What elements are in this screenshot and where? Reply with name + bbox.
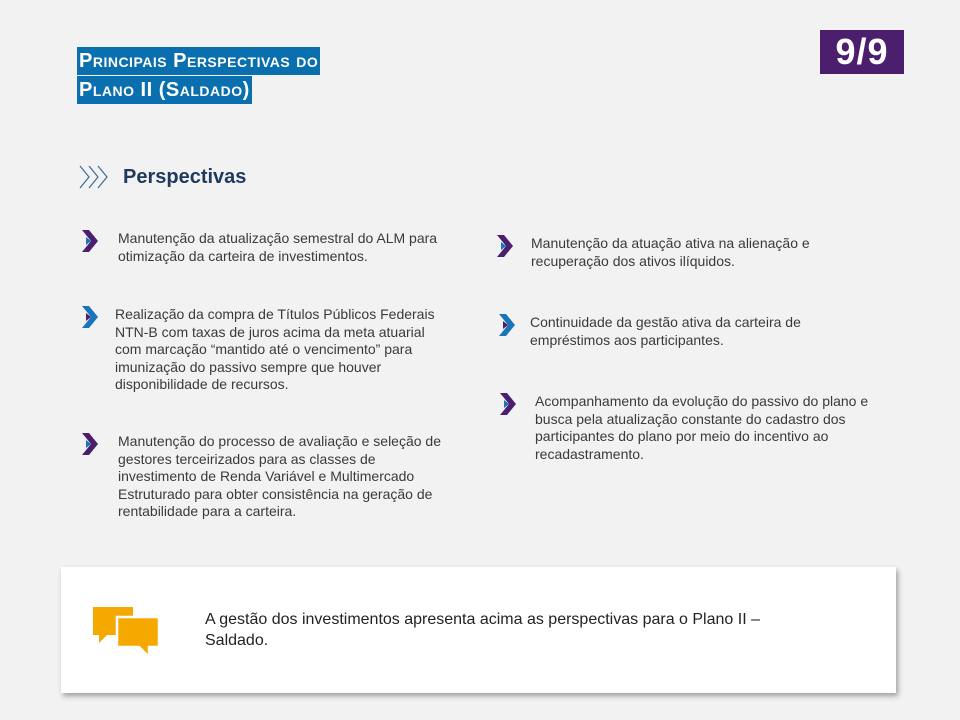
list-item [495, 235, 875, 270]
triple-chevron-icon [77, 162, 113, 192]
chevron-bullet-icon [80, 228, 102, 254]
note-box [61, 567, 896, 693]
perspective-text: Realização da compra de Títulos Públicos Federais NTN-B com taxas de juros acima da meta atuarial com marcação “mantido até o vencimento” para imunização do passivo sempre que houver disponibilidade de recursos. [115, 306, 435, 392]
list-item [80, 230, 440, 265]
speech-bubbles-icon [91, 605, 163, 661]
page-title-line-2: Plano II (Saldado) [77, 76, 252, 104]
perspective-text: Manutenção da atualização semestral do ALM para otimização da carteira de investimentos. [118, 230, 438, 264]
perspective-text: Manutenção do processo de avaliação e seleção de gestores terceirizados para as classes de investimento de Renda Variável e Multimercado Estruturado para obter consistência na geração de rentabilidade para a carteira. [118, 433, 441, 519]
chevron-bullet-icon [497, 312, 519, 338]
section-title: Perspectivas [123, 165, 247, 188]
perspective-text: Acompanhamento da evolução do passivo do plano e busca pela atualização constante do cadastro dos participantes do plano por meio do incentivo ao recadastramento. [535, 393, 869, 462]
page-indicator-badge: 9/9 [820, 30, 904, 74]
page-title [77, 47, 417, 105]
perspective-text: Continuidade da gestão ativa da carteira de empréstimos aos participantes. [530, 314, 801, 348]
chevron-bullet-icon [80, 431, 102, 457]
chevron-bullet-icon [498, 391, 520, 417]
note-text: A gestão dos investimentos apresenta acima as perspectivas para o Plano II – Saldado. [205, 611, 760, 649]
chevron-bullet-icon [495, 233, 517, 259]
list-item [498, 393, 878, 463]
chevron-bullet-icon [80, 304, 102, 330]
page-title-line-1: Principais Perspectivas do [77, 47, 320, 75]
section-header [77, 162, 246, 192]
list-item [497, 314, 877, 349]
list-item [80, 433, 450, 521]
list-item [80, 306, 440, 394]
perspective-text: Manutenção da atuação ativa na alienação e recuperação dos ativos ilíquidos. [531, 235, 810, 269]
